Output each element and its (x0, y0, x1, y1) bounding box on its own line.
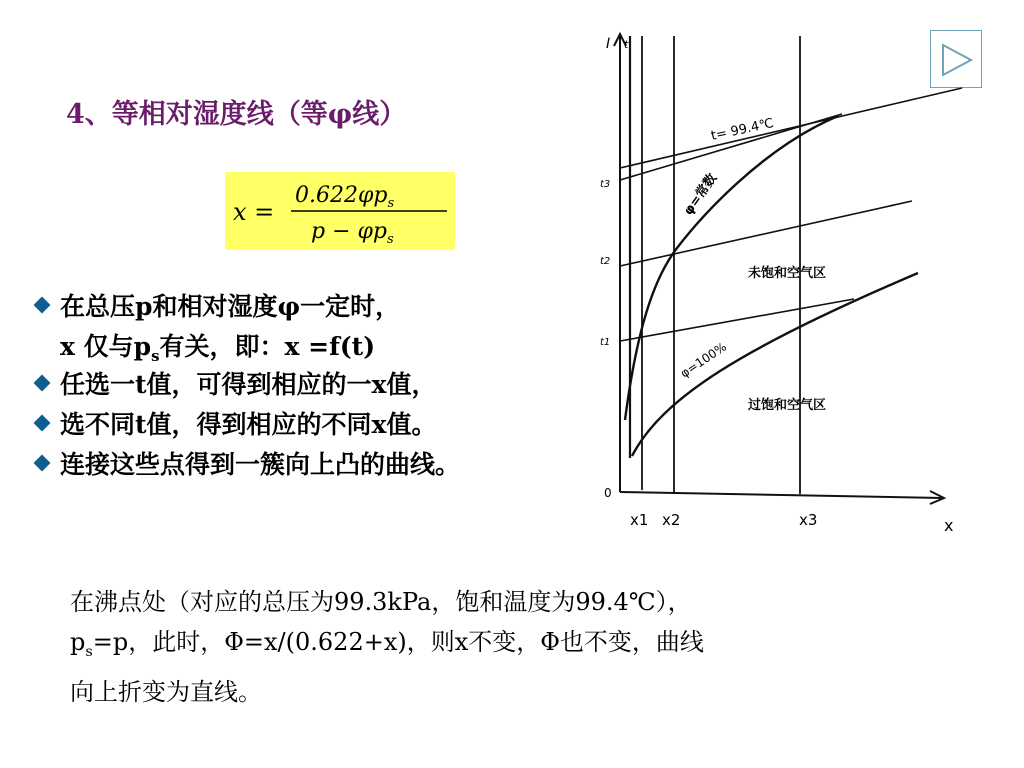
formula (225, 172, 455, 250)
formula-box (225, 172, 455, 250)
x3-label: x3 (799, 511, 818, 529)
bullet-item-continuation: x 仅与$p_s$有关，即：x =f(t) (60, 332, 376, 365)
diamond-bullet-icon (34, 455, 51, 472)
ix-diagram (592, 28, 972, 548)
t2-label: t2 (600, 256, 611, 267)
supersaturated-zone-label: 过饱和空气区 (748, 398, 827, 413)
slide-title: 4、等相对湿度线（等φ线） (66, 99, 407, 130)
formula-denominator: $p - \varphi p_s$ (311, 219, 394, 247)
unsaturated-zone-label: 未饱和空气区 (748, 266, 827, 281)
isotherm-t1 (620, 299, 854, 341)
t3-label: t3 (600, 179, 611, 190)
y-axis-label: I (606, 36, 611, 52)
bullet-list (34, 288, 460, 486)
bullet-item: 选不同t值，得到相应的不同x值。 (34, 406, 460, 446)
diamond-bullet-icon (34, 297, 51, 314)
bullet-item: 连接这些点得到一簇向上凸的曲线。 (34, 446, 460, 486)
t-boiling-label: t= 99.4℃ (709, 116, 776, 144)
x1-label: x1 (630, 511, 649, 529)
explanation-paragraph: 在沸点处（对应的总压为99.3kPa，饱和温度为99.4℃）， $p_s=p$，此时，Φ=x/(0.622+x)，则x不变，Φ也不变，曲线 向上折变为直线。 (70, 588, 704, 706)
t1-label: t1 (600, 337, 611, 348)
x-axis (620, 492, 942, 498)
y-axis-t-label: t (624, 38, 629, 51)
phi-100-curve (632, 273, 918, 456)
x-axis-label: x (944, 516, 954, 535)
phi-100-label: φ=100% (677, 339, 730, 381)
bullet-item: 任选一t值，可得到相应的一x值， (34, 366, 460, 406)
formula-lhs: x = (233, 198, 275, 226)
origin-label: 0 (604, 486, 612, 500)
formula-numerator: $0.622\varphi p_s$ (295, 183, 395, 211)
bullet-item: 在总压p和相对湿度φ一定时， (34, 288, 460, 328)
x2-label: x2 (662, 511, 681, 529)
isotherm-t2 (620, 201, 912, 266)
diamond-bullet-icon (34, 375, 51, 392)
phi-const-label: φ=常数 (680, 171, 721, 219)
diamond-bullet-icon (34, 415, 51, 432)
isotherm-line (620, 88, 962, 168)
